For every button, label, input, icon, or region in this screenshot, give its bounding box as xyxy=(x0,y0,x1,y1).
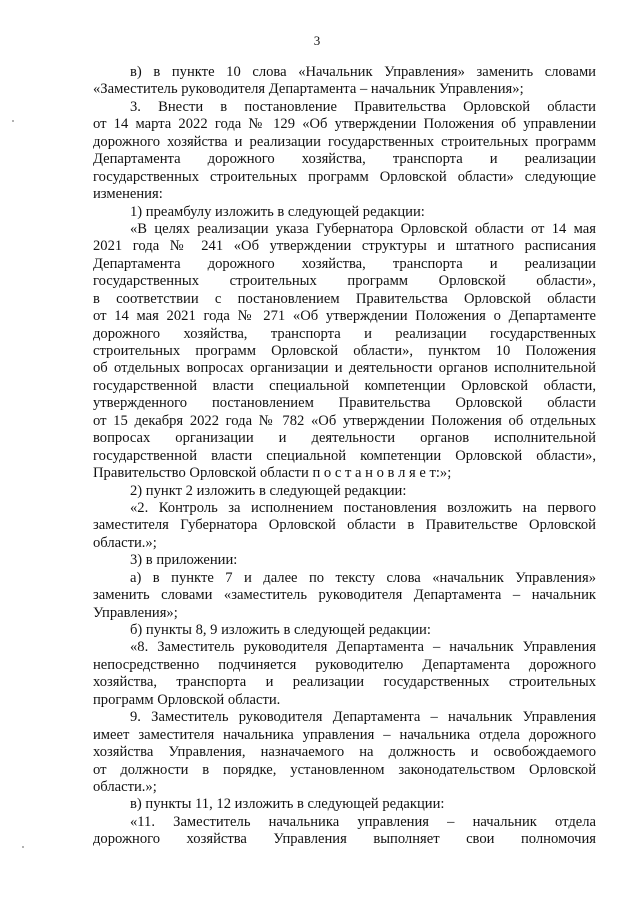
text-line: от 14 марта 2022 года № 129 «Об утверждении Положения об управлении xyxy=(93,116,596,133)
text-line: а) в пункте 7 и далее по тексту слова «начальник Управления» xyxy=(130,569,596,586)
text-line: 2) пункт 2 изложить в следующей редакции: xyxy=(130,482,407,499)
text-line: от 14 мая 2021 года № 271 «Об утверждении Положения о Департаменте xyxy=(93,308,596,325)
text-line: в) в пункте 10 слова «Начальник Управления» заменить словами xyxy=(130,64,596,80)
text-line: программ Орловской области. xyxy=(93,691,281,708)
text-line: «11. Заместитель начальника управления – начальник отдела xyxy=(130,813,596,830)
text-line: заменить словами «заместитель руководителя Департамента – начальник xyxy=(93,587,596,604)
text-line: непосредственно подчиняется руководителю Департамента дорожного xyxy=(93,656,596,673)
document-body xyxy=(93,64,596,849)
text-line: «Заместитель руководителя Департамента – начальник Управления»; xyxy=(93,81,524,98)
text-line: «8. Заместитель руководителя Департамента – начальник Управления xyxy=(130,639,596,656)
text-line: утвержденного постановлением Правительства Орловской области xyxy=(93,395,596,412)
text-line: в соответствии с постановлением Правительства Орловской области xyxy=(93,290,596,307)
text-line: хозяйства, транспорта и реализации государственных строительных xyxy=(93,674,596,691)
text-line: «2. Контроль за исполнением постановления возложить на первого xyxy=(130,499,596,516)
text-line: от 15 декабря 2022 года № 782 «Об утверждении Положения об отдельных xyxy=(93,412,596,429)
text-line: области.»; xyxy=(93,534,157,551)
text-line: в) пункты 11, 12 изложить в следующей редакции: xyxy=(130,796,445,813)
text-line: области.»; xyxy=(93,778,157,795)
scan-speck xyxy=(12,120,14,122)
text-line: «В целях реализации указа Губернатора Орловской области от 14 мая xyxy=(130,220,596,237)
text-line: изменения: xyxy=(93,186,163,203)
scan-speck xyxy=(22,846,24,848)
text-line: дорожного хозяйства Управления выполняет свои полномочия xyxy=(93,831,596,848)
text-line: вопросах организации и деятельности органов исполнительной xyxy=(93,430,596,447)
text-line: 1) преамбулу изложить в следующей редакции: xyxy=(130,203,425,220)
text-line: б) пункты 8, 9 изложить в следующей редакции: xyxy=(130,622,431,638)
text-line: строительных программ Орловской области», пунктом 10 Положения xyxy=(93,343,596,359)
text-line: государственной власти специальной компетенции Орловской области, xyxy=(93,377,596,394)
text-line: об отдельных вопросах организации и деятельности органов исполнительной xyxy=(93,360,596,377)
text-line: Департамента дорожного хозяйства, транспорта и реализации xyxy=(93,255,596,272)
text-line: от должности в порядке, установленном законодательством Орловской xyxy=(93,761,596,778)
text-line: дорожного хозяйства и реализации государственных строительных программ xyxy=(93,133,596,150)
text-line: государственных строительных программ Орловской области» следующие xyxy=(93,168,596,185)
page-number: 3 xyxy=(313,33,321,48)
text-line: хозяйства Управления, назначаемого на должность и освобождаемого xyxy=(93,744,596,761)
text-line: заместителя Губернатора Орловской области в Правительстве Орловской xyxy=(93,517,596,534)
text-line: 2021 года № 241 «Об утверждении структуры и штатного расписания xyxy=(93,238,596,255)
text-line: государственных строительных программ Орловской области», xyxy=(93,273,596,290)
text-line: имеет заместителя начальника управления – начальника отдела дорожного xyxy=(93,726,596,743)
text-line: Правительство Орловской области п о с т а н о в л я е т:»; xyxy=(93,465,452,482)
text-line: Департамента дорожного хозяйства, транспорта и реализации xyxy=(93,151,596,168)
text-line: 3) в приложении: xyxy=(130,552,238,569)
text-line: Управления»; xyxy=(93,604,178,621)
text-line: дорожного хозяйства, транспорта и реализации государственных xyxy=(93,325,596,342)
text-line: государственной власти специальной компетенции Орловской области», xyxy=(93,447,596,464)
text-line: 9. Заместитель руководителя Департамента – начальник Управления xyxy=(130,709,596,726)
text-line: 3. Внести в постановление Правительства Орловской области xyxy=(130,98,596,115)
